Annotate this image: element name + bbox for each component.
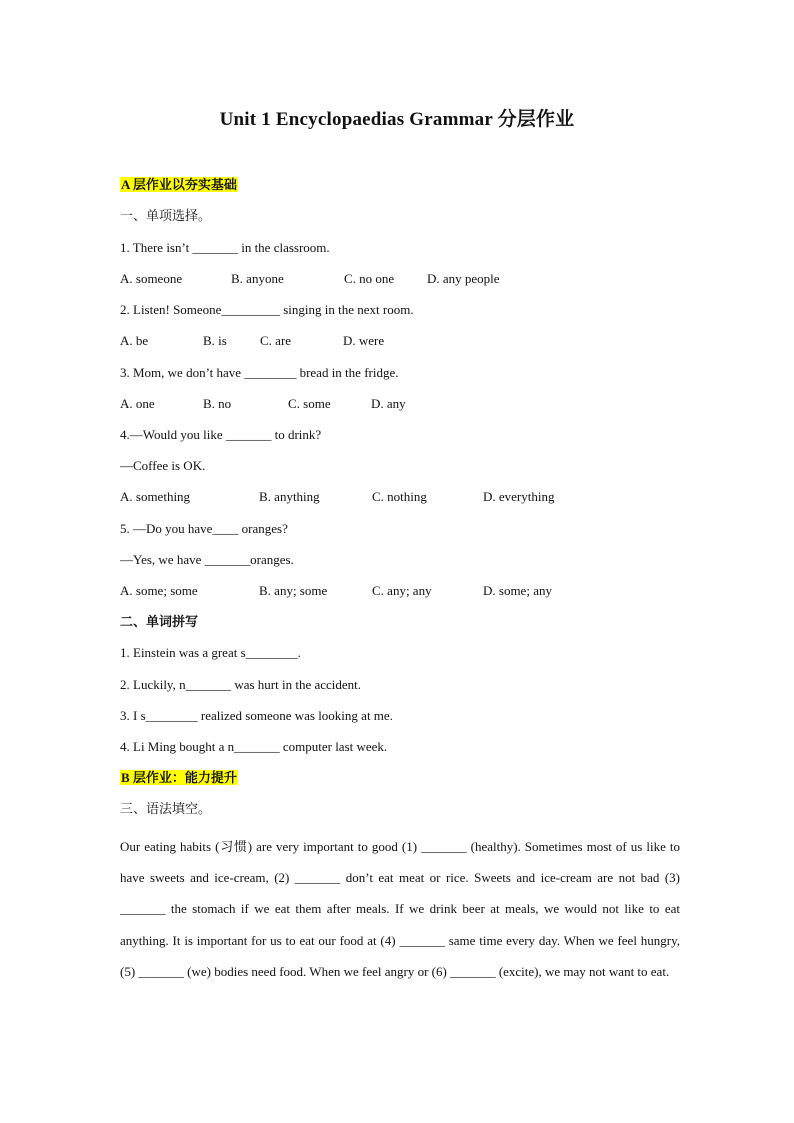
- option-b: B. anyone: [231, 271, 284, 286]
- part3-heading: 三、语法填空。: [120, 801, 212, 816]
- spelling-item-1: 1. Einstein was a great s________.: [120, 645, 301, 660]
- question-3-options: [120, 396, 680, 412]
- option-b: B. is: [203, 333, 227, 348]
- question-2-stem: 2. Listen! Someone_________ singing in the next room.: [120, 302, 414, 317]
- option-a: A. one: [120, 396, 155, 411]
- question-4-stem-reply: —Coffee is OK.: [120, 458, 206, 473]
- question-3-stem: 3. Mom, we don’t have ________ bread in the fridge.: [120, 365, 399, 380]
- option-d: D. some; any: [483, 583, 552, 598]
- option-a: A. be: [120, 333, 149, 348]
- section-b-heading: B 层作业：能力提升: [121, 770, 237, 785]
- option-a: A. something: [120, 489, 191, 504]
- grammar-fill-passage: Our eating habits (习惯) are very important to good (1) _______ (healthy). Sometimes most of us like to have sweets and ice-cream, (2) _______ don’t eat meat or rice. Sweets and ice-cream are not bad (3) _______ the stomach if we eat them after meals. If we drink beer at meals, we would not like to eat anything. It is important for us to eat our food at (4) _______ same time every day. When we feel hungry, (5) _______ (we) bodies need food. When we feel angry or (6) _______ (excite), we may not want to eat.: [120, 839, 680, 979]
- option-d: D. any people: [427, 271, 500, 286]
- question-5-stem: 5. —Do you have____ oranges?: [120, 521, 288, 536]
- option-b: B. any; some: [259, 583, 328, 598]
- option-d: D. were: [343, 333, 385, 348]
- part1-heading: 一、单项选择。: [120, 208, 212, 223]
- option-b: B. no: [203, 396, 232, 411]
- spelling-item-4: 4. Li Ming bought a n_______ computer last week.: [120, 739, 388, 754]
- question-5-stem-reply: —Yes, we have _______oranges.: [120, 552, 294, 567]
- option-a: A. someone: [120, 271, 183, 286]
- option-d: D. everything: [483, 489, 555, 504]
- question-1-stem: 1. There isn’t _______ in the classroom.: [120, 240, 330, 255]
- option-c: C. are: [260, 333, 292, 348]
- option-c: C. some: [288, 396, 331, 411]
- option-d: D. any: [371, 396, 406, 411]
- option-a: A. some; some: [120, 583, 198, 598]
- page-title: Unit 1 Encyclopaedias Grammar 分层作业: [219, 109, 575, 130]
- option-c: C. any; any: [372, 583, 432, 598]
- section-a-heading: A 层作业以夯实基础: [121, 177, 237, 192]
- spelling-item-3: 3. I s________ realized someone was looking at me.: [120, 708, 393, 723]
- spelling-item-2: 2. Luckily, n_______ was hurt in the accident.: [120, 677, 362, 692]
- part2-heading: 二、单词拼写: [120, 614, 199, 629]
- question-1-options: [120, 271, 680, 287]
- option-c: C. nothing: [372, 489, 427, 504]
- question-5-options: [120, 583, 680, 599]
- question-4-stem: 4.—Would you like _______ to drink?: [120, 427, 322, 442]
- option-b: B. anything: [259, 489, 320, 504]
- question-4-options: [120, 489, 680, 505]
- question-2-options: [120, 333, 680, 349]
- option-c: C. no one: [344, 271, 395, 286]
